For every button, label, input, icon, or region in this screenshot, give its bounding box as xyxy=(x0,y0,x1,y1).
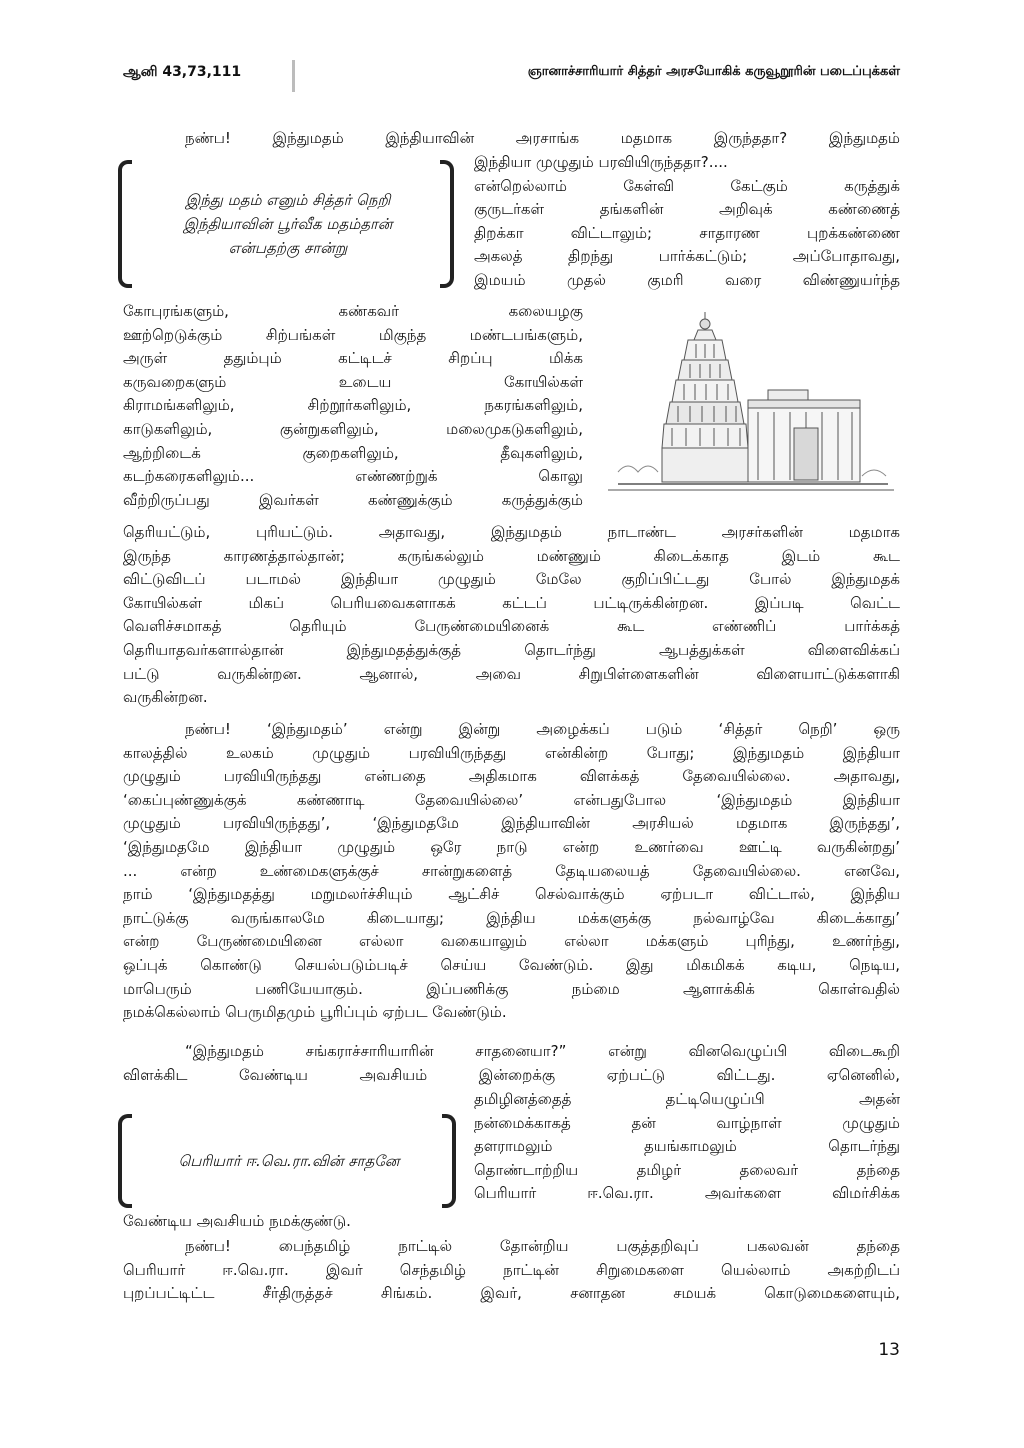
para3-full-width xyxy=(123,1040,900,1087)
text-line: இருந்த காரணத்தால்தான்; கருங்கல்லும் மண்ணும் கிடைக்காத இடம் கூட xyxy=(123,546,900,565)
running-header-left: ஆனி 43,73,111 xyxy=(123,64,242,80)
text-line: முழுதும் பரவியிருந்தது’, ‘இந்துமதமே இந்தியாவின் அரசியல் மதமாக இருந்தது’, xyxy=(123,814,900,833)
text-line: தளராமலும் தயங்காமலும் தொடர்ந்து xyxy=(474,1137,900,1156)
text-line: நமக்கெல்லாம் பெருமிதமும் பூரிப்பும் ஏற்பட வேண்டும். xyxy=(123,1003,507,1022)
para1-right-column xyxy=(474,151,900,293)
text-line: வீற்றிருப்பது இவர்கள் கண்ணுக்கும் கருத்துக்கும் xyxy=(123,490,583,509)
callout-line: பெரியார் ஈ.வெ.ரா.வின் சாதனே xyxy=(178,1152,400,1170)
text-line: விளக்கிட வேண்டிய அவசியம் இன்றைக்கு ஏற்பட்டு விட்டது. ஏனெனில், xyxy=(123,1065,900,1084)
callout-line: இந்து மதம் எனும் சித்தர் நெறி xyxy=(185,191,391,209)
header-divider xyxy=(292,60,295,92)
text-line: குருடர்கள் தங்களின் அறிவுக் கண்ணைத் xyxy=(474,200,900,219)
text-line: வெளிச்சமாகத் தெரியும் பேருண்மையினைக் கூட எண்ணிப் பார்க்கத் xyxy=(123,617,900,636)
text-line: ஆற்றிடைக் குறைகளிலும், தீவுகளிலும், xyxy=(123,443,583,462)
text-line: அகலத் திறந்து பார்க்கட்டும்; அப்போதாவது, xyxy=(474,247,900,266)
text-line: இந்தியா முழுதும் பரவியிருந்ததா?.... xyxy=(474,153,728,171)
callout-bracket-left xyxy=(118,160,132,288)
text-line: காடுகளிலும், குன்றுகளிலும், மலைமுகடுகளிலும், xyxy=(123,419,583,438)
text-line: ஒப்புக் கொண்டு செயல்படும்படிச் செய்ய வேண்டும். இது மிகமிகக் கடிய, நெடிய, xyxy=(123,955,900,974)
para1-left-column xyxy=(123,300,583,512)
text-line: பெரியார் ஈ.வெ.ரா. அவர்களை விமர்சிக்க xyxy=(474,1184,900,1203)
text-line: நண்ப! இந்துமதம் இந்தியாவின் அரசாங்க மதமாக இருந்ததா? இந்துமதம் xyxy=(185,129,900,147)
callout-bracket-left xyxy=(118,1114,132,1208)
text-line: தொண்டாற்றிய தமிழர் தலைவர் தந்தை xyxy=(474,1160,900,1179)
text-line: கிராமங்களிலும், சிற்றூர்களிலும், நகரங்களிலும், xyxy=(123,396,583,415)
callout-line: இந்தியாவின் பூர்வீக மதம்தான் xyxy=(183,215,393,233)
text-line: ... என்ற உண்மைகளுக்குச் சான்றுகளைத் தேடியலையத் தேவையில்லை. எனவே, xyxy=(123,861,900,880)
text-line: புறப்பட்டிட்ட சீர்திருத்தச் சிங்கம். இவர், சனாதன சமயக் கொடுமைகளையும், xyxy=(123,1284,900,1303)
text-line: கோயில்கள் மிகப் பெரியவைகளாகக் கட்டப் பட்டிருக்கின்றன. இப்படி வெட்ட xyxy=(123,593,900,612)
text-line: நாட்டுக்கு வருங்காலமே கிடையாது; இந்திய மக்களுக்கு நல்வாழ்வே கிடைக்காது’ xyxy=(123,908,900,927)
text-line: கடற்கரைகளிலும்... எண்ணற்றுக் கொலு xyxy=(123,467,583,486)
text-line: நண்ப! ‘இந்துமதம்’ என்று இன்று அழைக்கப் படும் ‘சித்தர் நெறி’ ஒரு xyxy=(185,720,900,738)
text-line: கருவறைகளும் உடைய கோயில்கள் xyxy=(123,372,583,391)
running-header-right: ஞானாச்சாரியார் சித்தர் அரசயோகிக் கருவூறூரின் படைப்புக்கள் xyxy=(527,64,900,79)
text-line: இமயம் முதல் குமரி வரை விண்ணுயர்ந்த xyxy=(474,270,900,289)
page-number: 13 xyxy=(878,1340,900,1360)
text-line: நாம் ‘இந்துமதத்து மறுமலர்ச்சியும் ஆட்சிச் செல்வாக்கும் ஏற்படா விட்டால், இந்திய xyxy=(123,885,900,904)
text-line: வருகின்றன. xyxy=(123,688,208,707)
text-line: திறக்கா விட்டாலும்; சாதாரண புறக்கண்ணை xyxy=(474,223,900,242)
para1-full-width xyxy=(123,521,900,710)
para1-first-line xyxy=(123,127,900,151)
text-line: ‘கைப்புண்ணுக்குக் கண்ணாடி தேவையில்லை’ என்பதுபோல ‘இந்துமதம் இந்தியா xyxy=(123,790,900,809)
text-line: ‘இந்துமதமே இந்தியா முழுதும் ஒரே நாடு என்ற உணர்வை ஊட்டி வருகின்றது’ xyxy=(123,837,900,856)
callout-box-source xyxy=(132,160,444,288)
text-line: முழுதும் பரவியிருந்தது என்பதை அதிகமாக விளக்கத் தேவையில்லை. அதாவது, xyxy=(123,767,900,786)
text-line: வேண்டிய அவசியம் நமக்குண்டு. xyxy=(123,1212,351,1230)
text-line: பெரியார் ஈ.வெ.ரா. இவர் செந்தமிழ் நாட்டின் சிறுமைகளை யெல்லாம் அகற்றிடப் xyxy=(123,1260,900,1279)
text-line: தமிழினத்தைத் தட்டியெழுப்பி அதன் xyxy=(474,1090,900,1108)
text-line: காலத்தில் உலகம் முழுதும் பரவியிருந்தது என்கின்ற போது; இந்துமதம் இந்தியா xyxy=(123,743,900,762)
callout-line: என்பதற்கு சான்று xyxy=(228,239,348,257)
para3-right-column xyxy=(474,1088,900,1206)
callout-box-periyar xyxy=(132,1114,446,1208)
text-line: என்றெல்லாம் கேள்வி கேட்கும் கருத்துக் xyxy=(474,176,900,195)
para2 xyxy=(123,718,900,1025)
text-line: “இந்துமதம் சங்கராச்சாரியாரின் சாதனையா?” என்று வினவெழுப்பி விடைகூறி xyxy=(185,1042,900,1060)
text-line: தெரியாதவர்களால்தான் இந்துமதத்துக்குத் தொடர்ந்து ஆபத்துக்கள் விளைவிக்கப் xyxy=(123,640,900,659)
text-line: நன்மைக்காகத் தன் வாழ்நாள் முழுதும் xyxy=(474,1113,900,1132)
text-line: நண்ப! பைந்தமிழ் நாட்டில் தோன்றிய பகுத்தறிவுப் பகலவன் தந்தை xyxy=(185,1237,900,1255)
text-line: மாபெரும் பணியேயாகும். இப்பணிக்கு நம்மை ஆளாக்கிக் கொள்வதில் xyxy=(123,979,900,998)
text-line: விட்டுவிடப் படாமல் இந்தியா முழுதும் மேலே குறிப்பிட்டது போல் இந்துமதக் xyxy=(123,570,900,589)
text-line: ஊற்றெடுக்கும் சிற்பங்கள் மிகுந்த மண்டபங்களும், xyxy=(123,325,583,344)
para4 xyxy=(123,1235,900,1306)
text-line: பட்டு வருகின்றன. ஆனால், அவை சிறுபிள்ளைகளின் விளையாட்டுக்களாகி xyxy=(123,664,900,683)
temple-gopuram-icon xyxy=(598,300,900,500)
text-line: என்ற பேருண்மையினை எல்லா வகையாலும் எல்லா மக்களும் புரிந்து, உணர்ந்து, xyxy=(123,932,900,951)
text-line: கோபுரங்களும், கண்கவர் கலையழகு xyxy=(123,302,583,320)
text-line: தெரியட்டும், புரியட்டும். அதாவது, இந்துமதம் நாடாண்ட அரசர்களின் மதமாக xyxy=(123,523,900,541)
para3-last-line xyxy=(123,1210,900,1234)
text-line: அருள் ததும்பும் கட்டிடச் சிறப்பு மிக்க xyxy=(123,349,583,368)
